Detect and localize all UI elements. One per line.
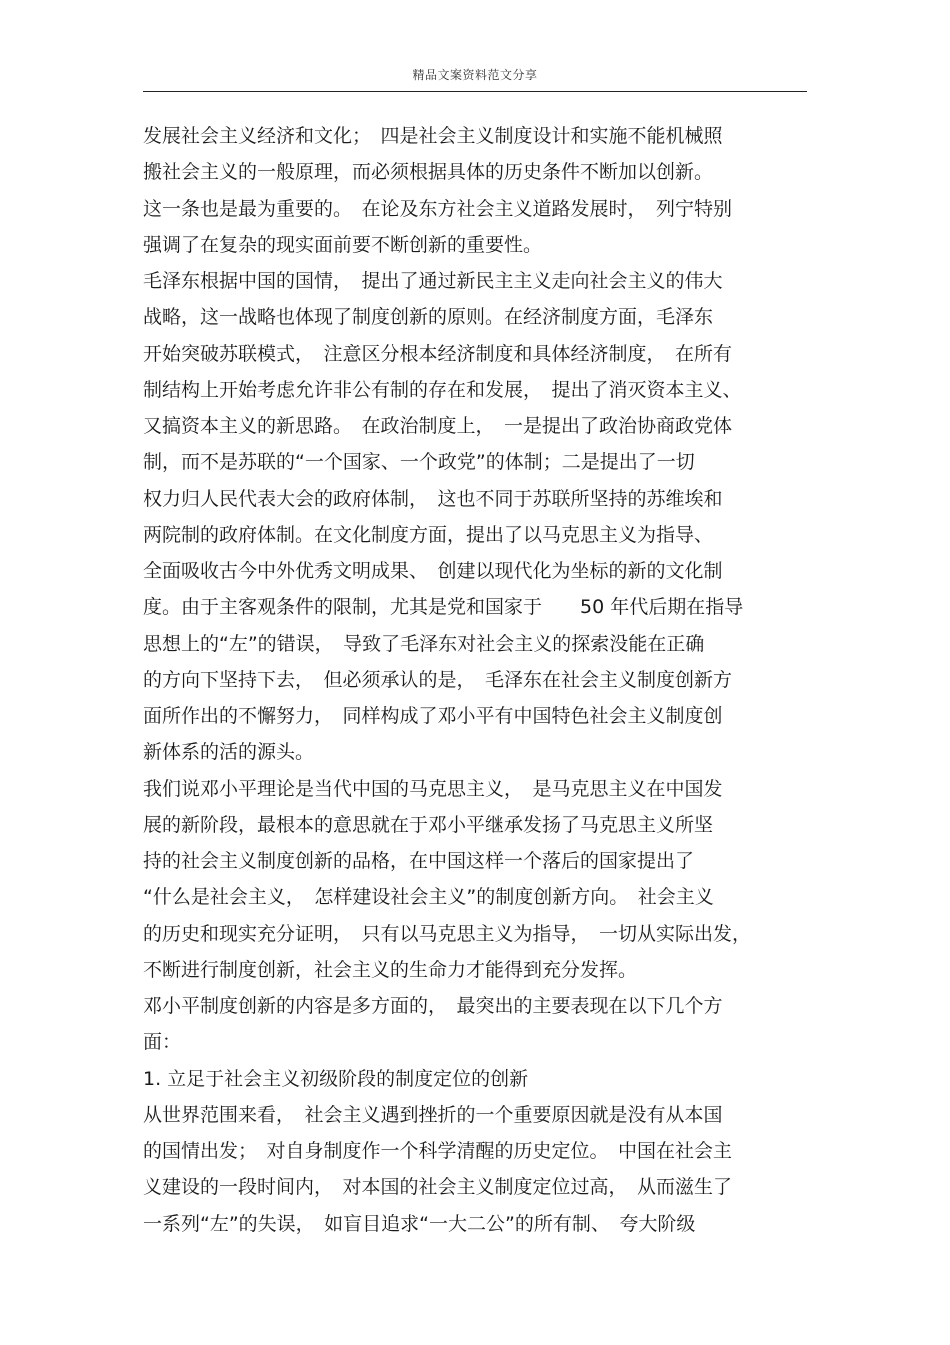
text-line: 的历史和现实充分证明， 只有以马克思主义为指导， 一切从实际出发，: [143, 922, 752, 945]
text-line: “什么是社会主义， 怎样建设社会主义”的制度创新方向。 社会主义: [143, 886, 714, 909]
text-line: 的国情出发； 对自身制度作一个科学清醒的历史定位。 中国在社会主: [143, 1140, 733, 1162]
text-line: 全面吸收古今中外优秀文明成果、 创建以现代化为坐标的新的文化制: [143, 560, 723, 582]
page-header: 精品文案资料范文分享: [412, 68, 538, 82]
text-line: 发展社会主义经济和文化； 四是社会主义制度设计和实施不能机械照: [143, 125, 723, 147]
text-line: 制，而不是苏联的“一个国家、一个政党”的体制；二是提出了一切: [143, 451, 695, 474]
section-heading: 1. 立足于社会主义初级阶段的制度定位的创新: [143, 1067, 529, 1090]
text-line: 权力归人民代表大会的政府体制， 这也不同于苏联所坚持的苏维埃和: [143, 487, 723, 510]
body-text: [143, 118, 809, 1242]
text-line: 开始突破苏联模式， 注意区分根本经济制度和具体经济制度， 在所有: [143, 342, 733, 365]
text-line: 邓小平制度创新的内容是多方面的， 最突出的主要表现在以下几个方: [143, 995, 723, 1017]
header-divider: [143, 91, 807, 92]
text-line: 从世界范围来看， 社会主义遇到挫折的一个重要原因就是没有从本国: [143, 1103, 723, 1126]
text-line: 毛泽东根据中国的国情， 提出了通过新民主主义走向社会主义的伟大: [143, 270, 723, 292]
text-line: 义建设的一段时间内， 对本国的社会主义制度定位过高， 从而滋生了: [143, 1176, 733, 1199]
text-line: 又搞资本主义的新思路。 在政治制度上， 一是提出了政治协商政党体: [143, 415, 733, 437]
text-line: 一系列“左”的失误， 如盲目追求“一大二公”的所有制、 夸大阶级: [143, 1212, 696, 1235]
text-line: 面所作出的不懈努力， 同样构成了邓小平有中国特色社会主义制度创: [143, 705, 723, 727]
text-line: 这一条也是最为重要的。 在论及东方社会主义道路发展时， 列宁特别: [143, 197, 733, 220]
text-line: 面：: [143, 1031, 182, 1054]
text-line: 我们说邓小平理论是当代中国的马克思主义， 是马克思主义在中国发: [143, 777, 723, 800]
text-line: 展的新阶段，最根本的意思就在于邓小平继承发扬了马克思主义所坚: [143, 813, 714, 836]
text-line: 搬社会主义的一般原理，而必须根据具体的历史条件不断加以创新。: [143, 161, 714, 184]
text-line: 新体系的活的源头。: [143, 741, 315, 764]
text-line: 的方向下坚持下去， 但必须承认的是， 毛泽东在社会主义制度创新方: [143, 668, 733, 691]
text-line: 不断进行制度创新，社会主义的生命力才能得到充分发挥。: [143, 958, 638, 981]
text-line: 战略，这一战略也体现了制度创新的原则。在经济制度方面，毛泽东: [143, 306, 714, 329]
text-line: 强调了在复杂的现实面前要不断创新的重要性。: [143, 233, 543, 256]
text-line: 两院制的政府体制。在文化制度方面，提出了以马克思主义为指导、: [143, 523, 714, 546]
text-line: 思想上的“左”的错误， 导致了毛泽东对社会主义的探索没能在正确: [143, 632, 705, 655]
text-line: 度。由于主客观条件的限制，尤其是党和国家于 50 年代后期在指导: [143, 596, 744, 619]
text-line: 持的社会主义制度创新的品格，在中国这样一个落后的国家提出了: [143, 850, 695, 872]
text-line: 制结构上开始考虑允许非公有制的存在和发展， 提出了消灭资本主义、: [143, 378, 742, 401]
